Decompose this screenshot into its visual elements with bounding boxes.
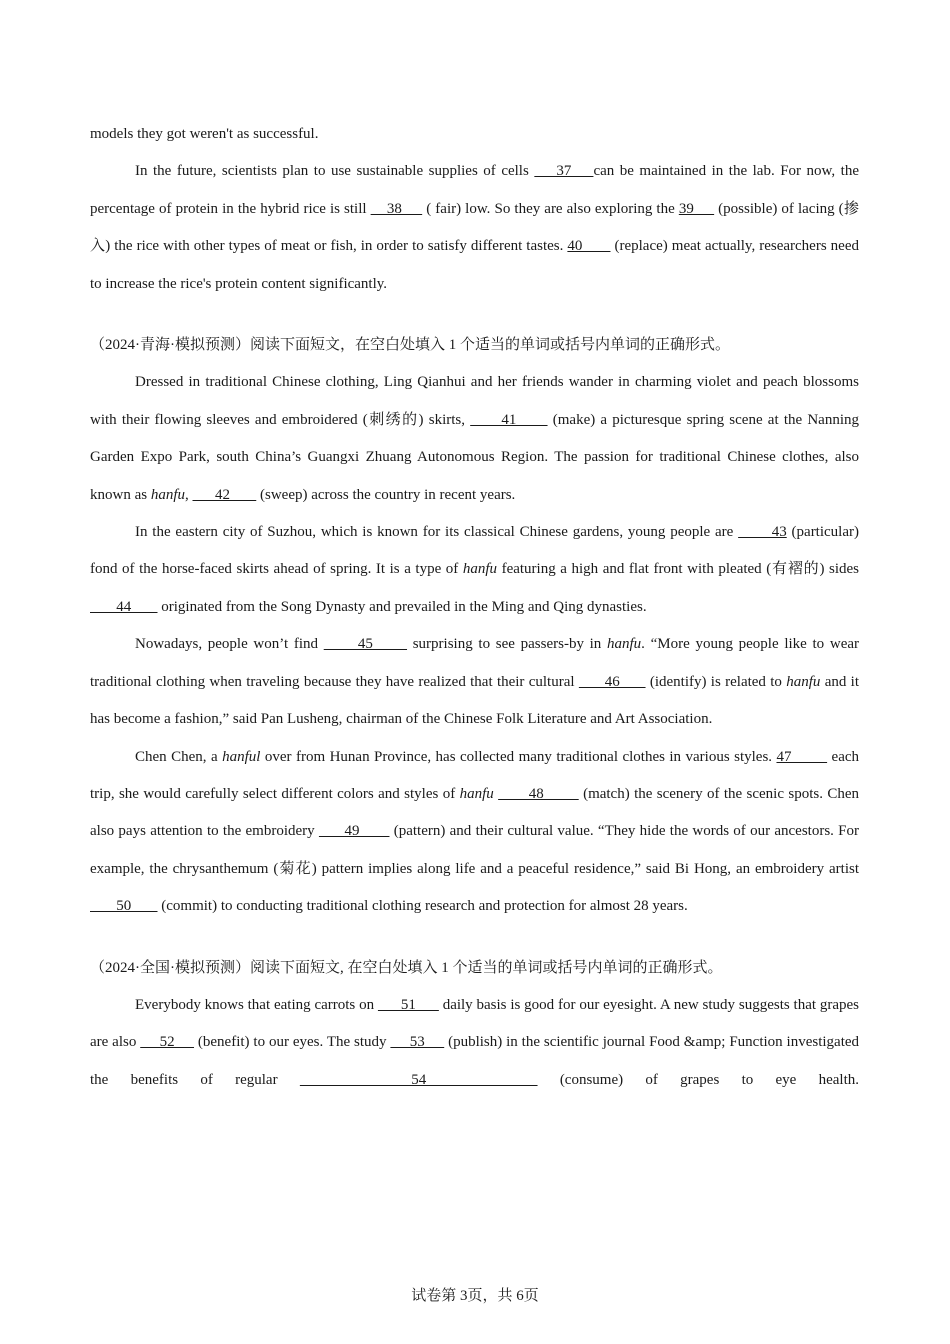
blank-39[interactable]: 39	[678, 200, 715, 217]
italic-term: hanfu	[150, 486, 185, 503]
text: (identify) is related to	[645, 673, 787, 690]
blank-54[interactable]: 54	[299, 1071, 538, 1088]
passage3-instruction: （2024·全国·模拟预测）阅读下面短文, 在空白处填入 1 个适当的单词或括号内单词的正确形式。	[90, 959, 723, 976]
text: models they got weren't as successful.	[90, 126, 319, 142]
italic-term: hanfu	[459, 785, 494, 802]
blank-51[interactable]: 51	[377, 996, 439, 1013]
text: (sweep) across the country in recent years.	[256, 486, 516, 503]
text: ( fair) low. So they are also exploring the	[422, 200, 679, 217]
text: (commit) to conducting traditional clothing research and protection for almost 28 years.	[157, 898, 688, 915]
text: (replace) meat actually, researchers need to increase the rice's protein content significantly.	[90, 238, 859, 292]
blank-42[interactable]: 42	[192, 486, 257, 503]
text: can be maintained in the lab. For now, the percentage of protein in the hybrid rice is still	[90, 163, 859, 217]
blank-45[interactable]: 45	[323, 636, 408, 653]
text: (pattern) and their cultural value. “They hide the words of our ancestors. For example, the chrysanthemum (菊花) pattern implies along life and a peaceful residence,” said Bi Hong, an embroidery artist	[90, 823, 860, 877]
text: (possible) of lacing (掺入) the rice with other types of meat or fish, in order to satisfy different tastes.	[90, 200, 859, 255]
passage2-paragraph-1	[90, 364, 859, 514]
text: (match) the scenery of the scenic spots. Chen also pays attention to the embroidery	[90, 785, 859, 840]
passage2-paragraph-4	[90, 739, 859, 926]
blank-48[interactable]: 48	[498, 785, 579, 802]
text: over from Hunan Province, has collected many traditional clothes in various styles.	[260, 748, 777, 765]
italic-term: hanfu	[462, 561, 498, 578]
text: (make) a picturesque spring scene at the Nanning Garden Expo Park, south China’s Guangxi Zhuang Autonomous Region. The passion for traditional Chinese clothes, also known as	[90, 411, 860, 503]
passage2-instruction: （2024·青海·模拟预测）阅读下面短文，在空白处填入 1 个适当的单词或括号内单词的正确形式。	[90, 337, 730, 354]
text: featuring a high and flat front with pleated (有褶的) sides	[497, 561, 859, 578]
text: In the future, scientists plan to use sustainable supplies of cells	[135, 163, 535, 180]
blank-44[interactable]: 44	[90, 598, 158, 615]
blank-50[interactable]: 50	[90, 898, 158, 915]
passage3-paragraph-1	[90, 987, 859, 1099]
blank-52[interactable]: 52	[140, 1034, 195, 1051]
text: (benefit) to our eyes. The study	[194, 1034, 391, 1051]
text: daily basis is good for our eyesight. A new study suggests that grapes are also	[90, 996, 859, 1051]
text: Dressed in traditional Chinese clothing, Ling Qianhui and her friends wander in charming violet and peach blossoms with their flowing sleeves and embroidered (刺绣的) skirts,	[90, 374, 859, 428]
text: surprising to see passers-by in	[407, 636, 607, 653]
text: each trip, she would carefully select different colors and styles of	[90, 748, 860, 802]
italic-term: hanfu	[607, 636, 642, 653]
italic-term: hanfu	[786, 673, 821, 690]
blank-38[interactable]: 38	[370, 200, 423, 217]
text: Chen Chen, a	[135, 748, 223, 765]
blank-47[interactable]: 47	[776, 748, 828, 765]
blank-53[interactable]: 53	[390, 1034, 445, 1051]
page-footer: 试卷第 3页，共 6页	[411, 1288, 539, 1304]
blank-41[interactable]: 41	[470, 411, 548, 428]
blank-49[interactable]: 49	[318, 823, 390, 840]
text: (publish) in the scientific journal Food &amp; Function investigated the benefits of regular	[90, 1034, 860, 1088]
document-page	[90, 116, 859, 1099]
italic-term: hanful	[222, 748, 261, 765]
text: In the eastern city of Suzhou, which is known for its classical Chinese gardens, young people are	[135, 524, 739, 541]
text: and it has become a fashion,” said Pan Lusheng, chairman of the Chinese Folk Literature and Art Association.	[90, 673, 859, 728]
blank-46[interactable]: 46	[578, 673, 646, 690]
text: (consume) of grapes to eye health.	[537, 1071, 859, 1088]
text: Nowadays, people won’t find	[135, 636, 324, 653]
text: Everybody knows that eating carrots on	[135, 996, 378, 1013]
passage1-line	[90, 116, 859, 153]
blank-37[interactable]: 37	[534, 163, 594, 180]
text: originated from the Song Dynasty and prevailed in the Ming and Qing dynasties.	[157, 598, 647, 615]
text: ,	[185, 486, 193, 503]
text: . “More young people like to wear traditional clothing when traveling because they have realized that their cultural	[90, 636, 860, 690]
passage2-paragraph-2	[90, 514, 859, 626]
blank-40[interactable]: 40	[567, 238, 611, 255]
blank-43[interactable]: 43	[738, 524, 787, 541]
text: (particular) fond of the horse-faced skirts ahead of spring. It is a type of	[90, 524, 859, 578]
passage2-paragraph-3	[90, 626, 859, 738]
passage1-paragraph	[90, 153, 859, 303]
